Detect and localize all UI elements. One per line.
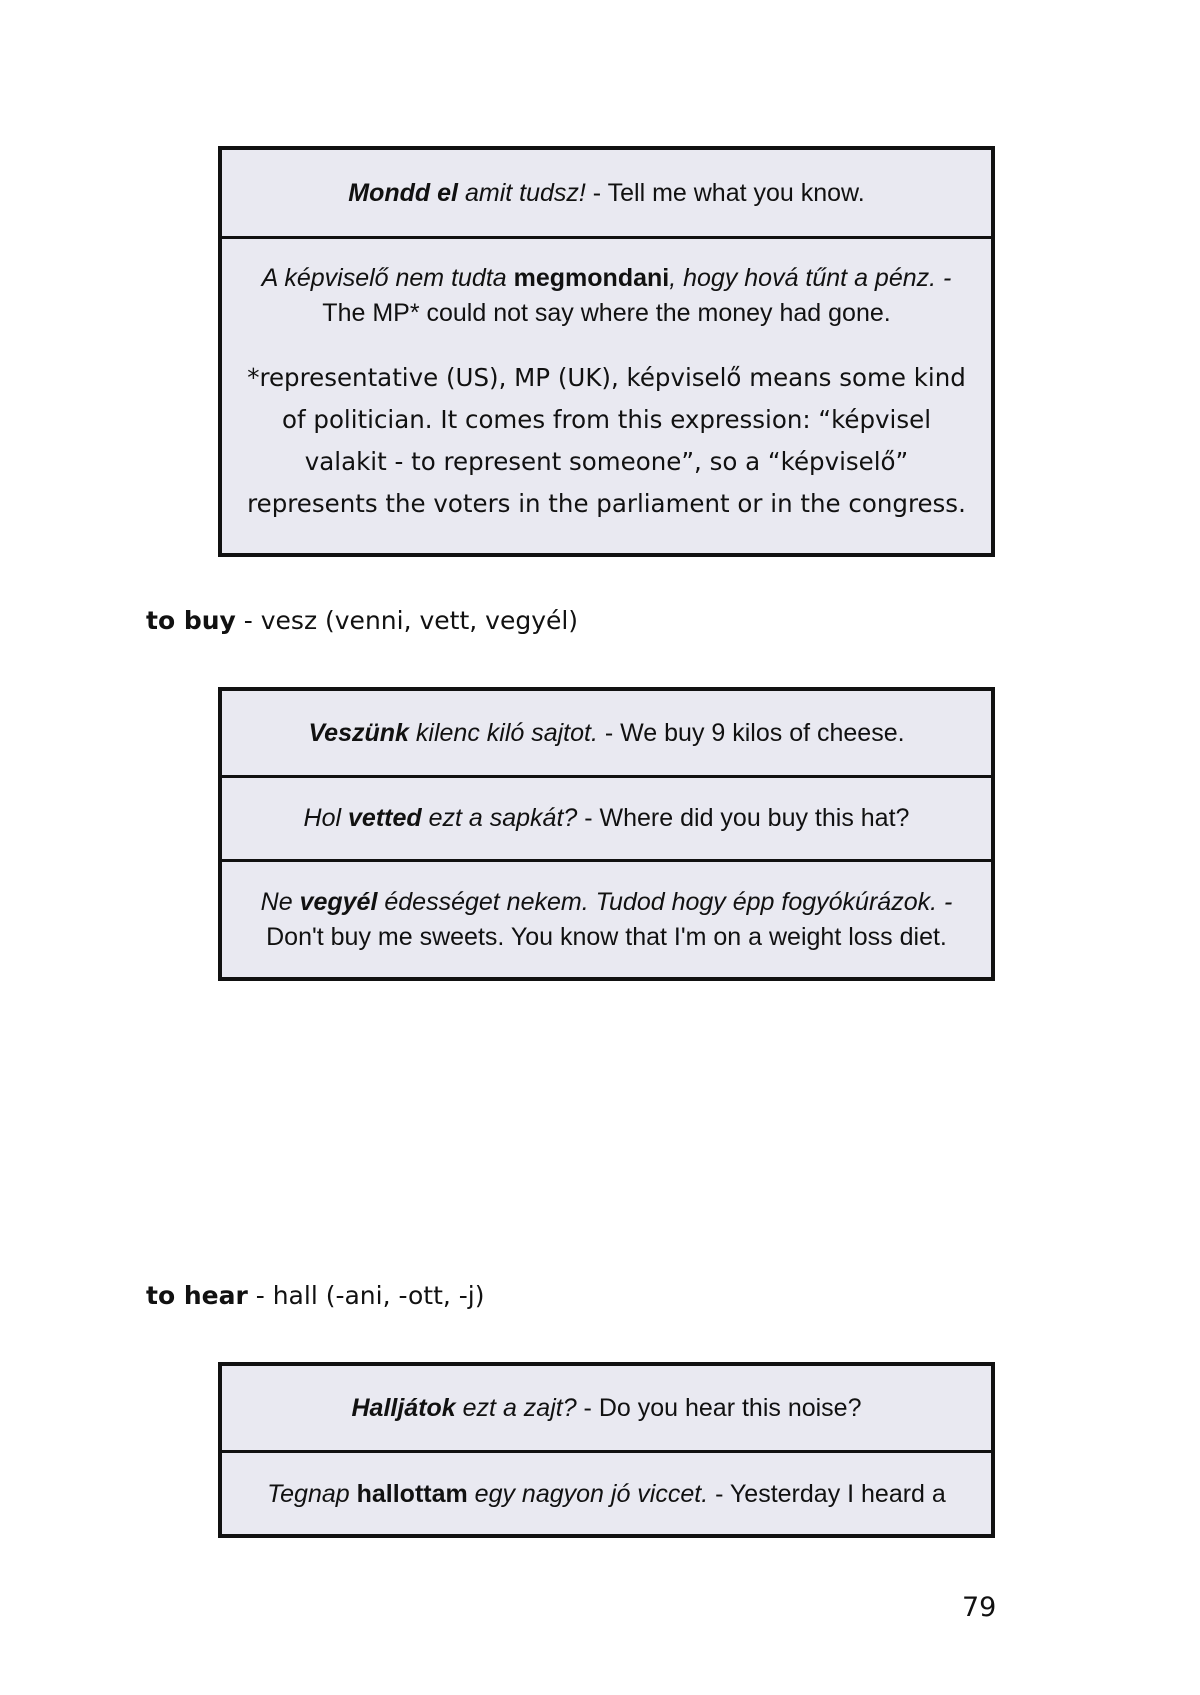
hungarian-verb: megmondani (513, 264, 670, 292)
example-row (222, 775, 991, 859)
example-sentence (240, 1477, 973, 1512)
hungarian-verb: vetted (348, 804, 422, 832)
verb-english: to buy (146, 606, 236, 635)
hungarian-text: egy nagyon jó viccet. (467, 1479, 709, 1508)
footnote-representative: *representative (US), MP (UK), képviselő means some kind of politician. It comes from this expression: “képvisel valakit - to represent someone”, so a “képviselő” represents the voters in the parliament or in the congress. (247, 363, 966, 518)
example-row (222, 236, 991, 554)
example-sentence (240, 261, 973, 331)
example-sentence (240, 801, 973, 836)
hungarian-text: édességet nekem. Tudod hogy épp fogyókúrázok. - (377, 887, 953, 916)
hungarian-verb: vegyél (299, 887, 378, 916)
english-translation: The MP* could not say where the money had gone. (322, 299, 891, 327)
hungarian-text: Ne (260, 887, 300, 916)
hungarian-text: ezt a zajt? (455, 1393, 577, 1422)
hungarian-text: Tegnap (267, 1479, 357, 1508)
example-sentence (240, 1391, 973, 1426)
example-sentence (240, 885, 973, 955)
verb-heading-hear (146, 1281, 485, 1310)
page-number: 79 (962, 1592, 997, 1623)
hungarian-verb: hallottam (356, 1479, 468, 1508)
example-row (222, 150, 991, 236)
hungarian-text: ezt a sapkát? (421, 804, 578, 832)
example-row (222, 691, 991, 775)
verb-english: to hear (146, 1281, 248, 1310)
hungarian-verb: Veszünk (308, 718, 409, 747)
english-translation: Don't buy me sweets. You know that I'm on a weight loss diet. (266, 922, 947, 951)
verb-hungarian-forms: - vesz (venni, vett, vegyél) (235, 606, 579, 635)
hungarian-text: amit tudsz! (458, 178, 586, 207)
hungarian-text: , hogy hová tűnt a pénz. - (669, 264, 952, 292)
verb-hungarian-forms: - hall (-ani, -ott, -j) (247, 1281, 485, 1310)
hungarian-verb: Mondd el (348, 178, 459, 207)
verb-heading-buy (146, 606, 578, 635)
example-row (222, 1450, 991, 1535)
hungarian-text: Hol (303, 804, 349, 832)
english-translation: - Where did you buy this hat? (577, 804, 910, 832)
hungarian-text: A képviselő nem tudta (261, 264, 514, 292)
english-translation: - Tell me what you know. (585, 178, 865, 207)
english-translation: - Yesterday I heard a (708, 1479, 946, 1508)
hungarian-text: kilenc kiló sajtot. (408, 718, 598, 747)
example-row (222, 859, 991, 977)
example-row (222, 1366, 991, 1450)
hungarian-verb: Halljátok (351, 1393, 456, 1422)
example-box-hear (218, 1362, 995, 1538)
example-box-tell (218, 146, 995, 557)
example-sentence (240, 176, 973, 211)
example-sentence (240, 716, 973, 751)
english-translation: - We buy 9 kilos of cheese. (597, 718, 905, 747)
example-box-buy (218, 687, 995, 981)
english-translation: - Do you hear this noise? (576, 1393, 862, 1422)
